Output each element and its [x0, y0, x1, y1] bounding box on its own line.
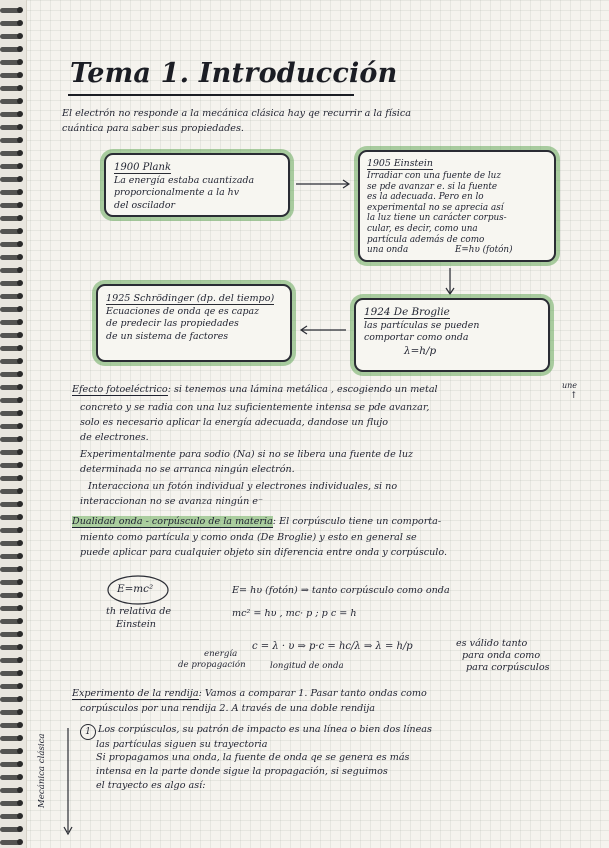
fotoelectrico-line: interaccionan no se avanza ningún e⁻ — [80, 496, 264, 507]
fotoelectrico-line: de electrones. — [80, 432, 149, 443]
rendija-item-line: las partículas siguen su trayectoria — [96, 739, 268, 750]
label-energia: energía — [204, 649, 238, 659]
einstein-line: partícula además de como — [367, 234, 485, 245]
plank-heading: 1900 Plank — [114, 162, 172, 173]
einstein-line: una onda — [367, 245, 409, 256]
einstein-heading: 1905 Einstein — [367, 158, 433, 169]
schrodinger-line: de un sistema de factores — [106, 330, 229, 342]
fotoelectrico-term: Efecto fotoeléctrico — [72, 384, 168, 395]
page-title: Tema 1. Introducción — [70, 58, 398, 89]
up-arrow-icon: ↑ — [570, 391, 578, 401]
plank-line: proporcionalmente a la hv — [114, 187, 240, 199]
einstein-line: experimental no se aprecia así — [367, 202, 504, 213]
dualidad-line: puede aplicar para cualquier objeto sin diferencia entre onda y corpúsculo. — [80, 547, 448, 558]
label-longitud: longitud de onda — [270, 661, 344, 671]
eq3-note: es válido tanto — [456, 638, 528, 649]
dualidad-line: miento como partícula y como onda (De Broglie) y esto en general se — [80, 532, 417, 543]
dualidad-text: : El corpúsculo tiene un comporta- — [272, 516, 442, 527]
einstein-line: la luz tiene un carácter corpus- — [367, 213, 507, 224]
equation-1: E= hυ (fotón) ⇒ tanto corpúsculo como onda — [232, 585, 450, 596]
schrodinger-heading: 1925 Schrödinger (dp. del tiempo) — [106, 293, 275, 304]
une-note: une — [562, 381, 578, 390]
einstein-formula: E=hυ (fotón) — [455, 245, 513, 256]
broglie-line: comportar como onda — [364, 332, 469, 344]
label-energia: de propagación — [178, 660, 246, 670]
fotoelectrico-line: Experimentalmente para sodio (Na) si no se libera una fuente de luz — [80, 449, 414, 460]
rendija-item-line: Si propagamos una onda, la fuente de onda qe se genera es más — [96, 752, 410, 763]
broglie-formula: λ=h/p — [404, 344, 437, 357]
equation-3: c = λ · υ ⇒ p·c = hc/λ ⇒ λ = h/p — [252, 641, 413, 652]
item-marker: 1 — [80, 724, 96, 740]
broglie-heading: 1924 De Broglie — [364, 306, 450, 318]
fotoelectrico-text: : si tenemos una lámina metálica , escogiendo un metal — [167, 384, 438, 395]
fotoelectrico-line: solo es necesario aplicar la energía adecuada, dandose un flujo — [80, 417, 389, 428]
plank-line: del oscilador — [114, 199, 175, 211]
intro-line-2: cuántica para saber sus propiedades. — [62, 123, 244, 134]
rendija-item-line: intensa en la parte donde sigue la propagación, si seguimos — [96, 766, 388, 777]
broglie-line: las partículas se pueden — [364, 320, 480, 331]
equation-2: mc² = hυ , mc· p ; p c = h — [232, 608, 357, 619]
einstein-line: se pde avanzar e. si la fuente — [367, 181, 498, 192]
einstein-line: cular, es decir, como una — [367, 223, 478, 234]
side-label: Mecánica clásica — [37, 733, 47, 808]
schrodinger-line: Ecuaciones de onda qe es capaz — [106, 306, 260, 317]
fotoelectrico-line: Interacciona un fotón individual y electrones individuales, si no — [88, 481, 398, 492]
rendija-text: : Vamos a comparar 1. Pasar tanto ondas como — [198, 688, 427, 699]
einstein-emc2: E=mc² — [117, 583, 154, 595]
rendija-term: Experimento de la rendija — [72, 688, 199, 699]
einstein-line: Irradiar con una fuente de luz — [367, 171, 501, 181]
einstein-caption: th relativa de — [106, 606, 172, 617]
eq3-note: para corpúsculos — [466, 662, 550, 673]
rendija-item-line: Los corpúsculos, su patrón de impacto es una línea o bien dos líneas — [98, 724, 432, 735]
einstein-caption: Einstein — [116, 619, 156, 630]
fotoelectrico-line: determinada no se arranca ningún electrón. — [80, 464, 295, 475]
schrodinger-line: de predecir las propiedades — [106, 318, 239, 330]
rendija-item-line: el trayecto es algo así: — [96, 780, 206, 791]
dualidad-term: Dualidad onda - corpúsculo de la materia — [72, 516, 273, 527]
plank-line: La energía estaba cuantizada — [114, 175, 255, 186]
intro-line-1: El electrón no responde a la mecánica clásica hay qe recurrir a la física — [62, 108, 411, 119]
fotoelectrico-line: concreto y se radia con una luz suficientemente intensa se pde avanzar, — [80, 402, 430, 413]
rendija-line: corpúsculos por una rendija 2. A través de una doble rendija — [80, 703, 376, 714]
einstein-line: es la adecuada. Pero en lo — [367, 192, 484, 203]
eq3-note: para onda como — [462, 650, 541, 661]
